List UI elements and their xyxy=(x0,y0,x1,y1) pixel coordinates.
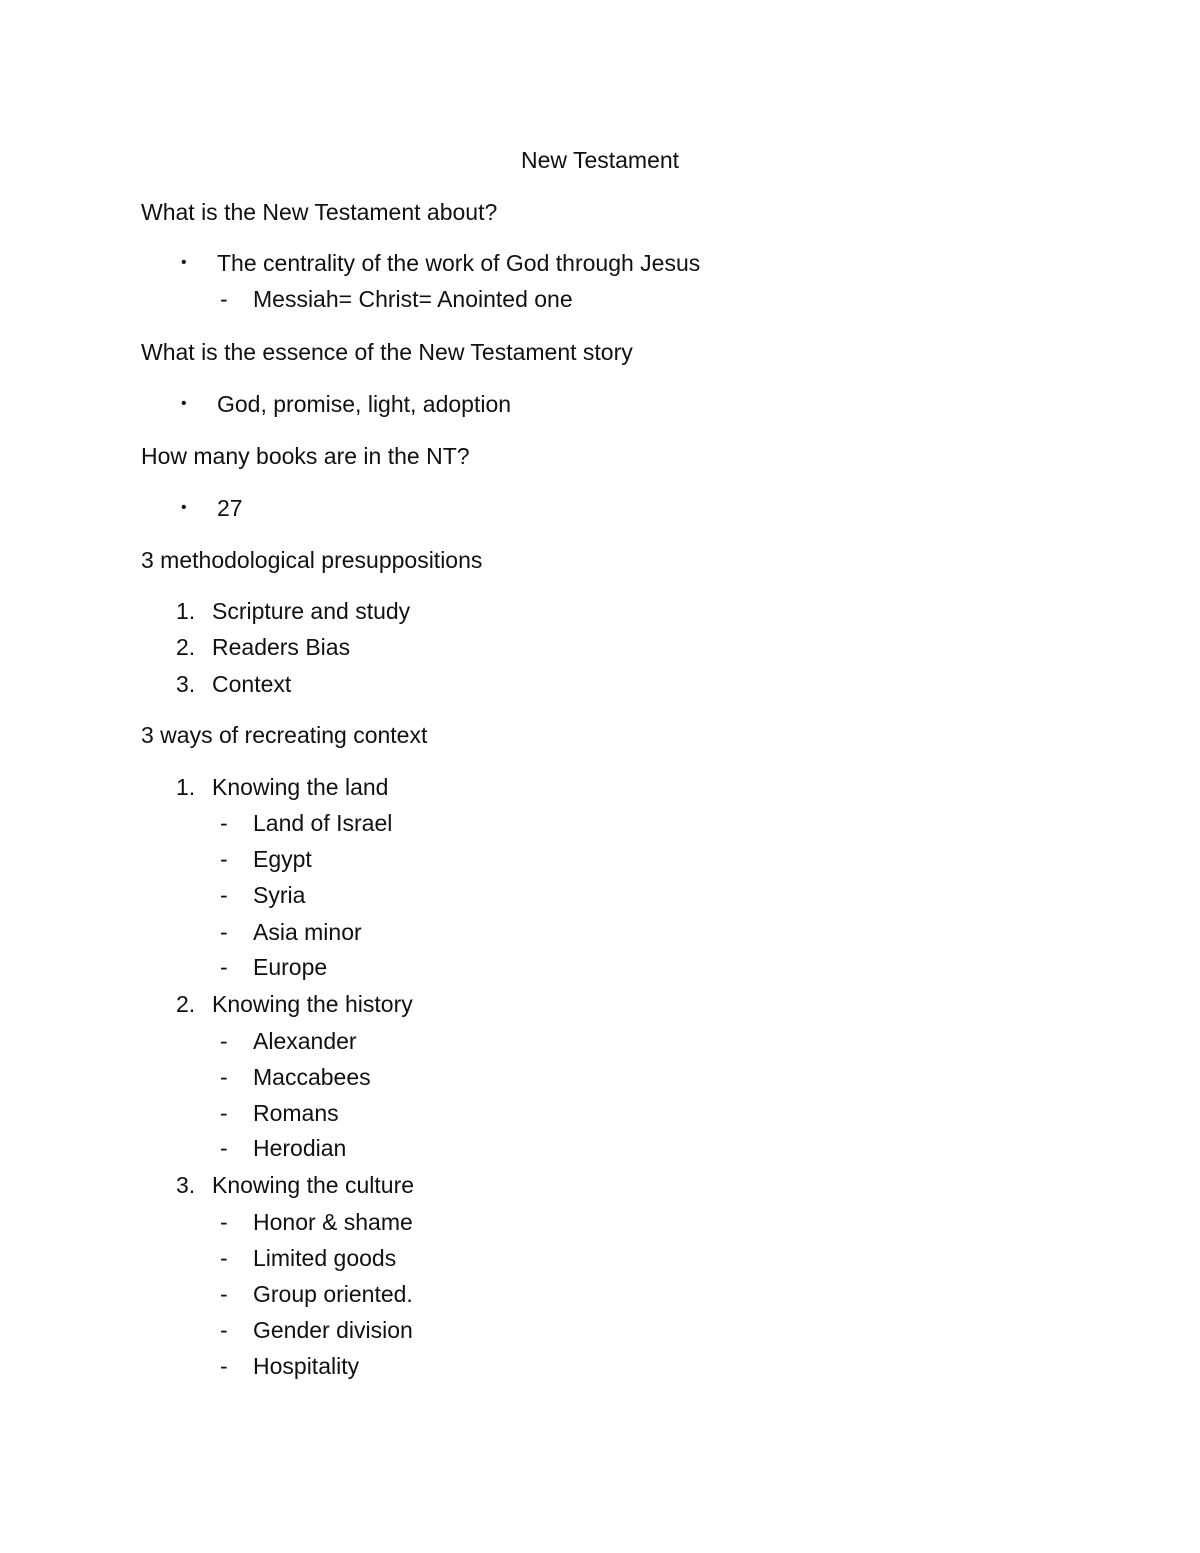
dash-marker: - xyxy=(220,286,228,312)
page-title: New Testament xyxy=(520,147,680,173)
number-marker: 1. xyxy=(176,598,196,624)
number-marker: 1. xyxy=(176,774,196,800)
sub-item: Maccabees xyxy=(253,1064,371,1090)
numbered-item: Context xyxy=(212,671,292,697)
bullet-marker: • xyxy=(181,395,187,412)
dash-marker: - xyxy=(220,846,228,872)
sub-item: Alexander xyxy=(253,1028,357,1054)
dash-marker: - xyxy=(220,919,228,945)
sub-item: Egypt xyxy=(253,846,312,872)
dash-marker: - xyxy=(220,1100,228,1126)
dash-marker: - xyxy=(220,1135,228,1161)
question-heading: How many books are in the NT? xyxy=(141,443,470,469)
sub-item: Syria xyxy=(253,882,306,908)
sub-item: Herodian xyxy=(253,1135,347,1161)
section-heading: 3 ways of recreating context xyxy=(141,722,428,748)
sub-item: Hospitality xyxy=(253,1353,360,1379)
number-marker: 2. xyxy=(176,634,196,660)
numbered-item: Knowing the culture xyxy=(212,1172,415,1198)
dash-marker: - xyxy=(220,1209,228,1235)
dash-marker: - xyxy=(220,810,228,836)
question-heading: What is the essence of the New Testament story xyxy=(141,339,633,365)
bullet-item: 27 xyxy=(217,495,243,521)
section-heading: 3 methodological presuppositions xyxy=(141,547,483,573)
numbered-item: Readers Bias xyxy=(212,634,351,660)
sub-item: Limited goods xyxy=(253,1245,397,1271)
dash-marker: - xyxy=(220,882,228,908)
sub-item: Gender division xyxy=(253,1317,413,1343)
numbered-item: Knowing the history xyxy=(212,991,413,1017)
sub-item: Group oriented. xyxy=(253,1281,413,1307)
sub-item: Honor & shame xyxy=(253,1209,413,1235)
bullet-item: God, promise, light, adoption xyxy=(217,391,512,417)
dash-marker: - xyxy=(220,1028,228,1054)
dash-marker: - xyxy=(220,1281,228,1307)
sub-item: Asia minor xyxy=(253,919,362,945)
sub-item: Land of Israel xyxy=(253,810,393,836)
numbered-item: Knowing the land xyxy=(212,774,389,800)
number-marker: 3. xyxy=(176,1172,196,1198)
sub-item: Europe xyxy=(253,954,328,980)
sub-item: Messiah= Christ= Anointed one xyxy=(253,286,573,312)
dash-marker: - xyxy=(220,1245,228,1271)
dash-marker: - xyxy=(220,1064,228,1090)
numbered-item: Scripture and study xyxy=(212,598,411,624)
dash-marker: - xyxy=(220,954,228,980)
bullet-item: The centrality of the work of God through Jesus xyxy=(217,250,701,276)
number-marker: 2. xyxy=(176,991,196,1017)
sub-item: Romans xyxy=(253,1100,339,1126)
question-heading: What is the New Testament about? xyxy=(141,199,498,225)
dash-marker: - xyxy=(220,1353,228,1379)
bullet-marker: • xyxy=(181,254,187,271)
dash-marker: - xyxy=(220,1317,228,1343)
bullet-marker: • xyxy=(181,499,187,516)
number-marker: 3. xyxy=(176,671,196,697)
